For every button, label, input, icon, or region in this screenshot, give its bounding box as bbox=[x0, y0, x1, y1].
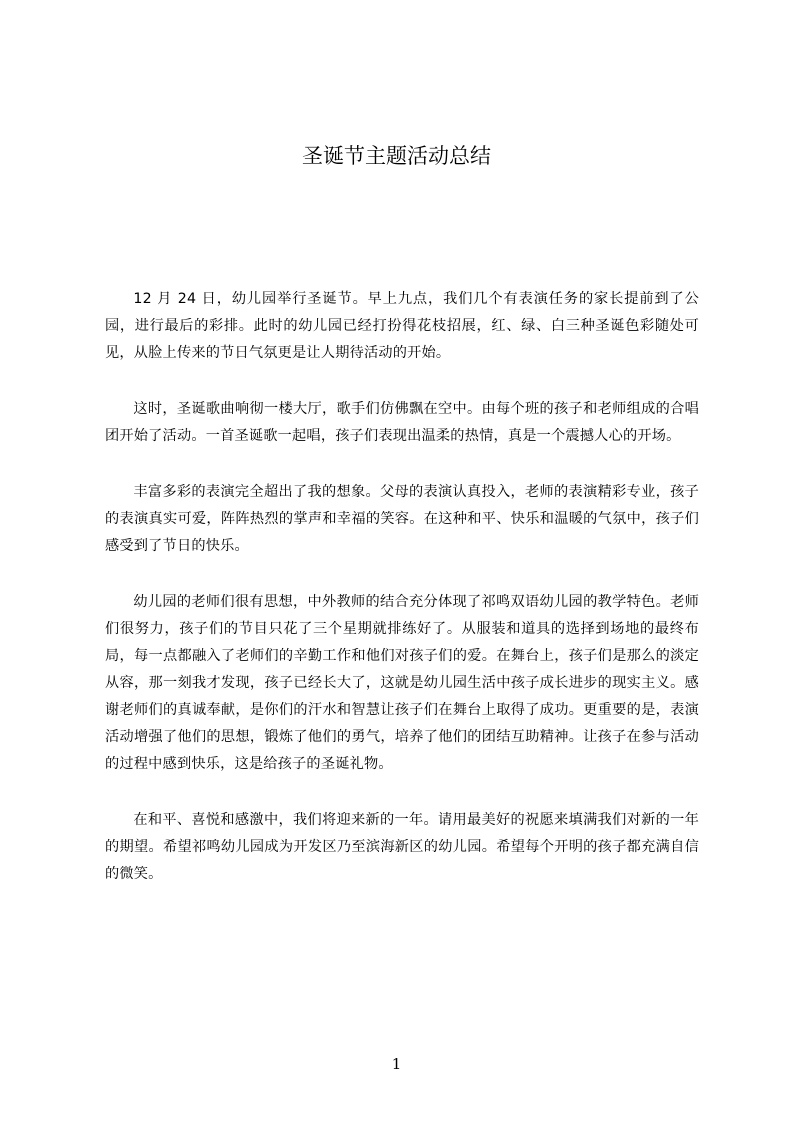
paragraph-4: 幼儿园的老师们很有思想，中外教师的结合充分体现了祁鸣双语幼儿园的教学特色。老师们很努力，孩子们的节目只花了三个星期就排练好了。从服装和道具的选择到场地的最终布局，每一点都融入了老师们的辛勤工作和他们对孩子们的爱。在舞台上，孩子们是那么的淡定从容，那一刻我才发现，孩子已经长大了，这就是幼儿园生活中孩子成长进步的现实主义。感谢老师们的真诚奉献，是你们的汗水和智慧让孩子们在舞台上取得了成功。更重要的是，表演活动增强了他们的思想，锻炼了他们的勇气，培养了他们的团结互助精神。让孩子在参与活动的过程中感到快乐，这是给孩子的圣诞礼物。 bbox=[105, 594, 699, 772]
paragraph-3: 丰富多彩的表演完全超出了我的想象。父母的表演认真投入，老师的表演精彩专业，孩子的表演真实可爱，阵阵热烈的掌声和幸福的笑容。在这种和平、快乐和温暖的气氛中，孩子们感受到了节日的快乐。 bbox=[105, 484, 699, 554]
paragraph-2: 这时，圣诞歌曲响彻一楼大厅，歌手们仿佛飘在空中。由每个班的孩子和老师组成的合唱团开始了活动。一首圣诞歌一起唱，孩子们表现出温柔的热情，真是一个震撼人心的开场。 bbox=[105, 401, 699, 444]
paragraph-1: 12 月 24 日，幼儿园举行圣诞节。早上九点，我们几个有表演任务的家长提前到了公园，进行最后的彩排。此时的幼儿园已经打扮得花枝招展，红、绿、白三种圣诞色彩随处可见，从脸上传来的节日气氛更是让人期待活动的开始。 bbox=[105, 291, 699, 361]
document-title: 圣诞节主题活动总结 bbox=[302, 144, 491, 168]
paragraph-5: 在和平、喜悦和感激中，我们将迎来新的一年。请用最美好的祝愿来填满我们对新的一年的期望。希望祁鸣幼儿园成为开发区乃至滨海新区的幼儿园。希望每个开明的孩子都充满自信的微笑。 bbox=[105, 812, 699, 882]
page-number: 1 bbox=[391, 1055, 402, 1073]
document-body bbox=[105, 286, 699, 917]
